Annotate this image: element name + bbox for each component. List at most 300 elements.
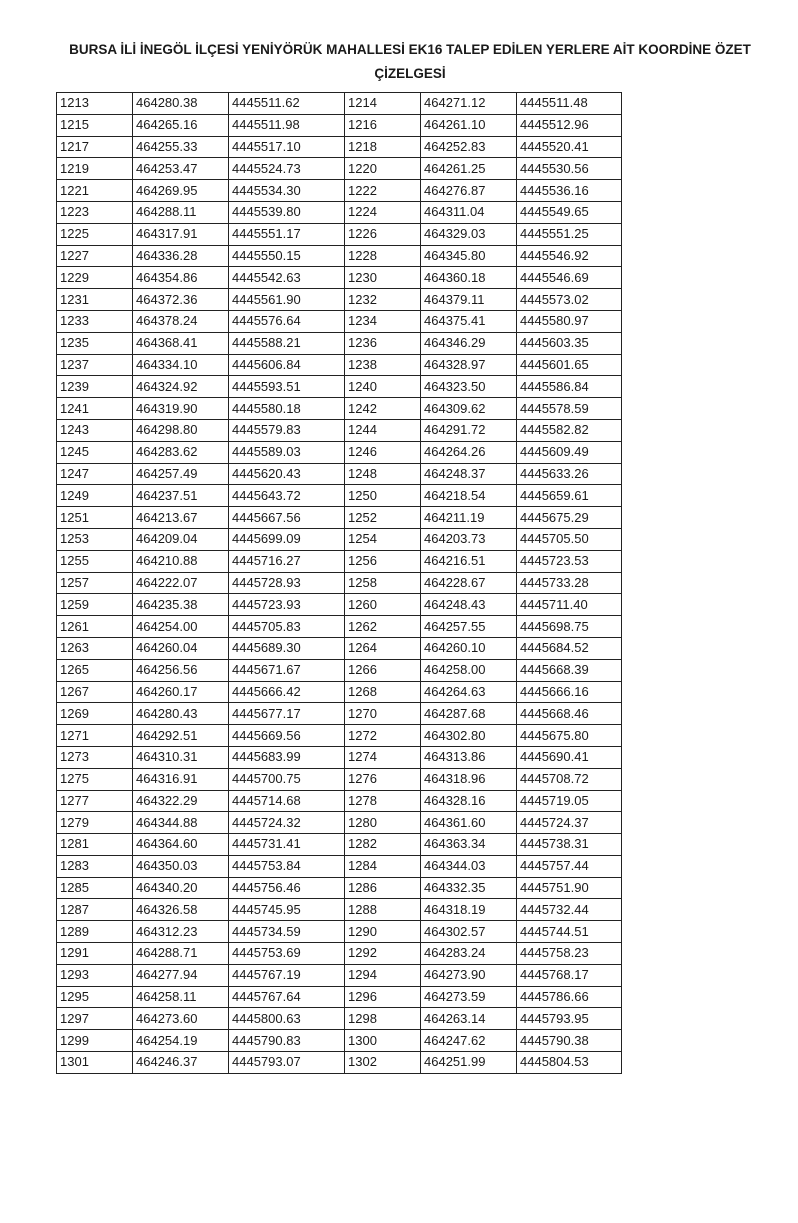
northing-cell: 4445511.98 [229,114,345,136]
easting-cell: 464235.38 [133,594,229,616]
point-no-cell: 1216 [345,114,421,136]
northing-cell: 4445738.31 [517,834,622,856]
northing-cell: 4445524.73 [229,158,345,180]
easting-cell: 464318.19 [421,899,517,921]
northing-cell: 4445536.16 [517,180,622,202]
northing-cell: 4445666.42 [229,681,345,703]
northing-cell: 4445580.97 [517,310,622,332]
point-no-cell: 1299 [57,1030,133,1052]
easting-cell: 464280.38 [133,93,229,115]
northing-cell: 4445551.17 [229,223,345,245]
table-row [57,1030,622,1052]
easting-cell: 464209.04 [133,528,229,550]
northing-cell: 4445606.84 [229,354,345,376]
northing-cell: 4445734.59 [229,921,345,943]
point-no-cell: 1279 [57,812,133,834]
northing-cell: 4445768.17 [517,964,622,986]
easting-cell: 464344.88 [133,812,229,834]
point-no-cell: 1285 [57,877,133,899]
point-no-cell: 1259 [57,594,133,616]
northing-cell: 4445790.83 [229,1030,345,1052]
northing-cell: 4445793.07 [229,1052,345,1074]
table-row [57,180,622,202]
northing-cell: 4445512.96 [517,114,622,136]
point-no-cell: 1243 [57,419,133,441]
coordinate-table [56,92,622,1074]
point-no-cell: 1214 [345,93,421,115]
table-row [57,812,622,834]
northing-cell: 4445757.44 [517,855,622,877]
point-no-cell: 1293 [57,964,133,986]
point-no-cell: 1269 [57,703,133,725]
point-no-cell: 1270 [345,703,421,725]
northing-cell: 4445719.05 [517,790,622,812]
point-no-cell: 1221 [57,180,133,202]
point-no-cell: 1255 [57,550,133,572]
table-row [57,594,622,616]
northing-cell: 4445573.02 [517,289,622,311]
point-no-cell: 1283 [57,855,133,877]
point-no-cell: 1227 [57,245,133,267]
point-no-cell: 1300 [345,1030,421,1052]
point-no-cell: 1288 [345,899,421,921]
northing-cell: 4445744.51 [517,921,622,943]
table-row [57,93,622,115]
northing-cell: 4445708.72 [517,768,622,790]
table-row [57,528,622,550]
northing-cell: 4445609.49 [517,441,622,463]
northing-cell: 4445758.23 [517,943,622,965]
point-no-cell: 1246 [345,441,421,463]
easting-cell: 464256.56 [133,659,229,681]
easting-cell: 464261.25 [421,158,517,180]
easting-cell: 464324.92 [133,376,229,398]
point-no-cell: 1261 [57,616,133,638]
easting-cell: 464375.41 [421,310,517,332]
table-row [57,725,622,747]
easting-cell: 464276.87 [421,180,517,202]
northing-cell: 4445675.29 [517,507,622,529]
easting-cell: 464257.55 [421,616,517,638]
easting-cell: 464237.51 [133,485,229,507]
easting-cell: 464273.90 [421,964,517,986]
northing-cell: 4445633.26 [517,463,622,485]
table-row [57,855,622,877]
easting-cell: 464246.37 [133,1052,229,1074]
table-row [57,485,622,507]
point-no-cell: 1230 [345,267,421,289]
northing-cell: 4445586.84 [517,376,622,398]
table-row [57,1008,622,1030]
easting-cell: 464310.31 [133,746,229,768]
point-no-cell: 1241 [57,398,133,420]
point-no-cell: 1225 [57,223,133,245]
northing-cell: 4445689.30 [229,637,345,659]
easting-cell: 464211.19 [421,507,517,529]
point-no-cell: 1264 [345,637,421,659]
point-no-cell: 1247 [57,463,133,485]
easting-cell: 464228.67 [421,572,517,594]
easting-cell: 464271.12 [421,93,517,115]
northing-cell: 4445542.63 [229,267,345,289]
point-no-cell: 1266 [345,659,421,681]
northing-cell: 4445511.62 [229,93,345,115]
northing-cell: 4445593.51 [229,376,345,398]
point-no-cell: 1260 [345,594,421,616]
northing-cell: 4445714.68 [229,790,345,812]
easting-cell: 464277.94 [133,964,229,986]
point-no-cell: 1258 [345,572,421,594]
easting-cell: 464252.83 [421,136,517,158]
northing-cell: 4445669.56 [229,725,345,747]
table-row [57,943,622,965]
table-row [57,921,622,943]
easting-cell: 464372.36 [133,289,229,311]
northing-cell: 4445745.95 [229,899,345,921]
easting-cell: 464251.99 [421,1052,517,1074]
northing-cell: 4445683.99 [229,746,345,768]
easting-cell: 464216.51 [421,550,517,572]
easting-cell: 464254.00 [133,616,229,638]
northing-cell: 4445580.18 [229,398,345,420]
easting-cell: 464329.03 [421,223,517,245]
point-no-cell: 1297 [57,1008,133,1030]
point-no-cell: 1220 [345,158,421,180]
easting-cell: 464313.86 [421,746,517,768]
easting-cell: 464288.11 [133,201,229,223]
point-no-cell: 1276 [345,768,421,790]
easting-cell: 464340.20 [133,877,229,899]
point-no-cell: 1281 [57,834,133,856]
table-row [57,681,622,703]
point-no-cell: 1257 [57,572,133,594]
point-no-cell: 1253 [57,528,133,550]
point-no-cell: 1244 [345,419,421,441]
northing-cell: 4445728.93 [229,572,345,594]
northing-cell: 4445667.56 [229,507,345,529]
point-no-cell: 1298 [345,1008,421,1030]
easting-cell: 464344.03 [421,855,517,877]
easting-cell: 464213.67 [133,507,229,529]
northing-cell: 4445549.65 [517,201,622,223]
easting-cell: 464273.60 [133,1008,229,1030]
point-no-cell: 1272 [345,725,421,747]
table-row [57,376,622,398]
northing-cell: 4445582.82 [517,419,622,441]
table-row [57,223,622,245]
easting-cell: 464350.03 [133,855,229,877]
northing-cell: 4445671.67 [229,659,345,681]
point-no-cell: 1231 [57,289,133,311]
easting-cell: 464332.35 [421,877,517,899]
point-no-cell: 1292 [345,943,421,965]
easting-cell: 464261.10 [421,114,517,136]
table-row [57,572,622,594]
easting-cell: 464247.62 [421,1030,517,1052]
northing-cell: 4445751.90 [517,877,622,899]
northing-cell: 4445588.21 [229,332,345,354]
northing-cell: 4445561.90 [229,289,345,311]
northing-cell: 4445546.69 [517,267,622,289]
point-no-cell: 1242 [345,398,421,420]
northing-cell: 4445804.53 [517,1052,622,1074]
easting-cell: 464345.80 [421,245,517,267]
point-no-cell: 1213 [57,93,133,115]
easting-cell: 464292.51 [133,725,229,747]
easting-cell: 464253.47 [133,158,229,180]
table-row [57,899,622,921]
point-no-cell: 1265 [57,659,133,681]
point-no-cell: 1223 [57,201,133,223]
northing-cell: 4445677.17 [229,703,345,725]
point-no-cell: 1226 [345,223,421,245]
easting-cell: 464368.41 [133,332,229,354]
easting-cell: 464298.80 [133,419,229,441]
point-no-cell: 1287 [57,899,133,921]
point-no-cell: 1215 [57,114,133,136]
easting-cell: 464322.29 [133,790,229,812]
point-no-cell: 1280 [345,812,421,834]
table-row [57,768,622,790]
easting-cell: 464328.97 [421,354,517,376]
northing-cell: 4445578.59 [517,398,622,420]
northing-cell: 4445767.19 [229,964,345,986]
table-row [57,201,622,223]
easting-cell: 464346.29 [421,332,517,354]
easting-cell: 464248.37 [421,463,517,485]
point-no-cell: 1301 [57,1052,133,1074]
point-no-cell: 1289 [57,921,133,943]
northing-cell: 4445534.30 [229,180,345,202]
northing-cell: 4445539.80 [229,201,345,223]
point-no-cell: 1245 [57,441,133,463]
point-no-cell: 1238 [345,354,421,376]
document-title [60,38,760,86]
northing-cell: 4445753.69 [229,943,345,965]
easting-cell: 464316.91 [133,768,229,790]
point-no-cell: 1286 [345,877,421,899]
easting-cell: 464210.88 [133,550,229,572]
table-row [57,1052,622,1074]
northing-cell: 4445579.83 [229,419,345,441]
northing-cell: 4445620.43 [229,463,345,485]
northing-cell: 4445668.39 [517,659,622,681]
northing-cell: 4445675.80 [517,725,622,747]
northing-cell: 4445546.92 [517,245,622,267]
table-row [57,986,622,1008]
northing-cell: 4445668.46 [517,703,622,725]
easting-cell: 464203.73 [421,528,517,550]
point-no-cell: 1239 [57,376,133,398]
northing-cell: 4445511.48 [517,93,622,115]
table-row [57,746,622,768]
point-no-cell: 1228 [345,245,421,267]
northing-cell: 4445753.84 [229,855,345,877]
table-row [57,834,622,856]
northing-cell: 4445659.61 [517,485,622,507]
easting-cell: 464302.80 [421,725,517,747]
northing-cell: 4445684.52 [517,637,622,659]
easting-cell: 464264.26 [421,441,517,463]
northing-cell: 4445520.41 [517,136,622,158]
easting-cell: 464379.11 [421,289,517,311]
table-row [57,550,622,572]
point-no-cell: 1263 [57,637,133,659]
northing-cell: 4445756.46 [229,877,345,899]
northing-cell: 4445723.93 [229,594,345,616]
easting-cell: 464302.57 [421,921,517,943]
easting-cell: 464257.49 [133,463,229,485]
point-no-cell: 1233 [57,310,133,332]
point-no-cell: 1234 [345,310,421,332]
point-no-cell: 1222 [345,180,421,202]
easting-cell: 464354.86 [133,267,229,289]
northing-cell: 4445576.64 [229,310,345,332]
northing-cell: 4445767.64 [229,986,345,1008]
northing-cell: 4445698.75 [517,616,622,638]
easting-cell: 464312.23 [133,921,229,943]
table-row [57,441,622,463]
point-no-cell: 1248 [345,463,421,485]
point-no-cell: 1235 [57,332,133,354]
easting-cell: 464263.14 [421,1008,517,1030]
easting-cell: 464280.43 [133,703,229,725]
northing-cell: 4445589.03 [229,441,345,463]
table-row [57,419,622,441]
point-no-cell: 1236 [345,332,421,354]
point-no-cell: 1282 [345,834,421,856]
easting-cell: 464260.10 [421,637,517,659]
easting-cell: 464255.33 [133,136,229,158]
table-row [57,507,622,529]
northing-cell: 4445724.32 [229,812,345,834]
easting-cell: 464273.59 [421,986,517,1008]
point-no-cell: 1252 [345,507,421,529]
point-no-cell: 1224 [345,201,421,223]
table-row [57,114,622,136]
point-no-cell: 1218 [345,136,421,158]
table-row [57,877,622,899]
point-no-cell: 1290 [345,921,421,943]
point-no-cell: 1240 [345,376,421,398]
table-row [57,790,622,812]
northing-cell: 4445723.53 [517,550,622,572]
easting-cell: 464254.19 [133,1030,229,1052]
northing-cell: 4445716.27 [229,550,345,572]
point-no-cell: 1249 [57,485,133,507]
table-row [57,398,622,420]
title-line-2: ÇİZELGESİ [374,66,446,81]
table-row [57,332,622,354]
easting-cell: 464334.10 [133,354,229,376]
point-no-cell: 1251 [57,507,133,529]
table-row [57,659,622,681]
northing-cell: 4445550.15 [229,245,345,267]
point-no-cell: 1275 [57,768,133,790]
point-no-cell: 1268 [345,681,421,703]
easting-cell: 464269.95 [133,180,229,202]
northing-cell: 4445699.09 [229,528,345,550]
easting-cell: 464283.62 [133,441,229,463]
northing-cell: 4445517.10 [229,136,345,158]
easting-cell: 464311.04 [421,201,517,223]
table-row [57,616,622,638]
point-no-cell: 1232 [345,289,421,311]
table-row [57,463,622,485]
easting-cell: 464291.72 [421,419,517,441]
easting-cell: 464328.16 [421,790,517,812]
point-no-cell: 1278 [345,790,421,812]
point-no-cell: 1277 [57,790,133,812]
easting-cell: 464218.54 [421,485,517,507]
easting-cell: 464260.17 [133,681,229,703]
northing-cell: 4445643.72 [229,485,345,507]
table-row [57,289,622,311]
northing-cell: 4445733.28 [517,572,622,594]
point-no-cell: 1294 [345,964,421,986]
table-row [57,964,622,986]
point-no-cell: 1254 [345,528,421,550]
easting-cell: 464318.96 [421,768,517,790]
easting-cell: 464336.28 [133,245,229,267]
easting-cell: 464363.34 [421,834,517,856]
point-no-cell: 1271 [57,725,133,747]
easting-cell: 464258.00 [421,659,517,681]
title-line-1: BURSA İLİ İNEGÖL İLÇESİ YENİYÖRÜK MAHALLESİ EK16 TALEP EDİLEN YERLERE AİT KOORDİNE ÖZET [69,42,751,57]
table-row [57,158,622,180]
easting-cell: 464317.91 [133,223,229,245]
coordinate-table-body [57,93,622,1074]
northing-cell: 4445732.44 [517,899,622,921]
northing-cell: 4445700.75 [229,768,345,790]
northing-cell: 4445603.35 [517,332,622,354]
point-no-cell: 1217 [57,136,133,158]
table-row [57,310,622,332]
easting-cell: 464326.58 [133,899,229,921]
table-row [57,354,622,376]
northing-cell: 4445800.63 [229,1008,345,1030]
table-row [57,136,622,158]
point-no-cell: 1229 [57,267,133,289]
point-no-cell: 1256 [345,550,421,572]
northing-cell: 4445690.41 [517,746,622,768]
easting-cell: 464319.90 [133,398,229,420]
easting-cell: 464287.68 [421,703,517,725]
point-no-cell: 1219 [57,158,133,180]
northing-cell: 4445724.37 [517,812,622,834]
table-row [57,267,622,289]
table-row [57,703,622,725]
easting-cell: 464265.16 [133,114,229,136]
table-row [57,637,622,659]
northing-cell: 4445790.38 [517,1030,622,1052]
point-no-cell: 1284 [345,855,421,877]
point-no-cell: 1250 [345,485,421,507]
northing-cell: 4445601.65 [517,354,622,376]
easting-cell: 464264.63 [421,681,517,703]
easting-cell: 464309.62 [421,398,517,420]
northing-cell: 4445551.25 [517,223,622,245]
northing-cell: 4445530.56 [517,158,622,180]
easting-cell: 464378.24 [133,310,229,332]
northing-cell: 4445731.41 [229,834,345,856]
easting-cell: 464222.07 [133,572,229,594]
easting-cell: 464360.18 [421,267,517,289]
point-no-cell: 1295 [57,986,133,1008]
northing-cell: 4445711.40 [517,594,622,616]
point-no-cell: 1262 [345,616,421,638]
point-no-cell: 1302 [345,1052,421,1074]
